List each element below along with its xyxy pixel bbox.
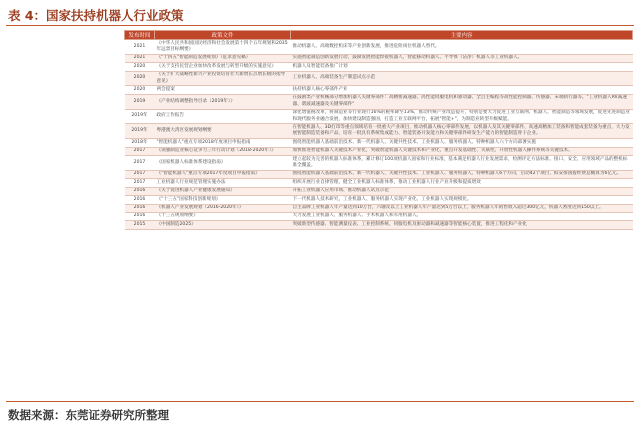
content-cell: 扶持机器人核心零部件产业 (291, 86, 633, 94)
doc-cell: 《关于支持民营企业加快改革发展与转型升级的实施意见》 (155, 63, 291, 71)
table-row (125, 187, 633, 195)
year-cell: 2019年 (125, 124, 155, 139)
content-cell: 开拓工业机器人应用市场、推动机器人试点示范 (291, 187, 633, 195)
title-row (8, 6, 184, 24)
table-row (125, 170, 633, 178)
doc-cell: 《"十三五"国家科技创新规划》 (155, 196, 291, 204)
year-cell: 2017 (125, 179, 155, 187)
doc-cell: 《产业结构调整指导目录（2019年）》 (155, 94, 291, 109)
table-title: 表 4：国家扶持机器人行业政策 (8, 8, 184, 23)
source-divider (6, 401, 634, 402)
content-cell: 在智能机器人、3D打印等重点领域培育一批重大产业项目，推动机器人核心零部件发展，以机器人及其关键零部件、高速高精加工装备和智能成套装备为重点，大力发展智能制造装备和产品，培育一批具有系统集成能力、智能装备开发能力和关键零部件研发生产能力的智能制造骨干企业。 (291, 124, 633, 139)
year-cell: 2019 (125, 94, 155, 109)
doc-cell: 《关于扩大战略性新兴产业投资培育壮大新增长点增长极的指导意见》 (155, 71, 291, 86)
content-cell: 推动机器人、高端数控机床等产业创新发展，推进危险岗位机器人替代。 (291, 40, 633, 55)
header-doc: 政策文件 (155, 31, 291, 40)
table-row (125, 86, 633, 94)
table-header-row (125, 31, 633, 40)
content-cell: 自主品牌工业机器人年产量达到10万台，六轴及以上工业机器人年产量达到5万台以上，服务机器人年销售收入超过300亿元，机器人密度达到150以上。 (291, 204, 633, 212)
table-body (125, 40, 633, 230)
content-cell: 在鼓励类产业机械部分增加机器人关键零部件：高精密减速器、高性能伺服电机和驱动器、全自主编程等高性能控制器、传感器、末端执行器等。"工业机器人RV减速器、谐波减速器及关键零部件" (291, 94, 633, 109)
doc-cell: 《"智能机器人"重点专项2017年度项目申报指南》 (155, 170, 291, 178)
content-cell: 下一代机器人技术研究，工业机器人、服务机器人实现产业化、工业机器人实现规模化。 (291, 196, 633, 204)
year-cell: 2016 (125, 212, 155, 220)
year-cell: 2017 (125, 147, 155, 155)
content-cell: 大力发展工业机器人、服务机器人、手术机器人和军用机器人。 (291, 212, 633, 220)
doc-cell: 《国家机器人标准体系建设指南》 (155, 156, 291, 171)
table-row (125, 179, 633, 187)
table-row (125, 204, 633, 212)
header-content: 主要内容 (291, 31, 633, 40)
year-cell: 2017 (125, 156, 155, 171)
year-cell: 2015 (125, 221, 155, 229)
doc-cell: 粤港澳大湾区发展规划纲要 (155, 124, 291, 139)
table-row (125, 109, 633, 124)
doc-cell: 《中国制造2025》 (155, 221, 291, 229)
doc-cell: 《"十四五"智能制造发展规划》（征求意见稿） (155, 54, 291, 62)
content-cell: 围绕智能机器人基础前沿技术、新一代机器人、关键共性技术、工业机器人、服务机器人、特种机器人六个方向部署实施 (291, 139, 633, 147)
policy-table (124, 30, 633, 230)
header-year: 发布时间 (125, 31, 155, 40)
year-cell: 2018年 (125, 139, 155, 147)
doc-cell: 《关于促进机器人产业健康发展通知》 (155, 187, 291, 195)
year-cell: 2020 (125, 86, 155, 94)
table-row (125, 156, 633, 171)
table-row (125, 139, 633, 147)
content-cell: 围绕智能机器人基础前沿技术、新一代机器人、关键共性技术、工业机器人、服务机器人、特种机器人6个方向，启动42个项目，拟安排国拨经费总概算为6亿元。 (291, 170, 633, 178)
content-cell: 深化增值税改革，将制造业等行业现行16%的税率降至13%，推动传统产业改造提升，特别是要大力促进工业互联网、机器人、智能制造等领域发展，促进先进制造业和现代服务业融合发展，加快建设制造强国，打造工业互联网平台，拓展"智能+"，为制造业转型升级赋能。 (291, 109, 633, 124)
doc-cell: 两会提案 (155, 86, 291, 94)
doc-cell: 《领强制造业核心竞争力三年行动计划（2018-2020年）》 (155, 147, 291, 155)
doc-cell: 《十三五规划纲要》 (155, 212, 291, 220)
table-row (125, 147, 633, 155)
doc-cell: 《中华人民共和国国民经济和社会发展第十四个五年规划和2035年远景目标纲要》 (155, 40, 291, 55)
source-note: 数据来源：东莞证券研究所整理 (8, 408, 169, 422)
year-cell: 2016 (125, 196, 155, 204)
table-row (125, 196, 633, 204)
content-cell: 组织开展行业自律管理，健全工业机器人标准体系，推动工业机器人行业产业升级和提质增效 (291, 179, 633, 187)
table-row (125, 40, 633, 55)
content-cell: 加快推进智能机器人关键技术产业化，突破智能机器人关键技术和产业化，重点开发基础性、关联性、开放性机器人操作系统等关键技术。 (291, 147, 633, 155)
table-row (125, 71, 633, 86)
year-cell: 2021 (125, 54, 155, 62)
table-row (125, 124, 633, 139)
doc-cell: "智能机器人"重点专项2018年度项目申报指南 (155, 139, 291, 147)
year-cell: 2019年 (125, 109, 155, 124)
year-cell: 2017 (125, 170, 155, 178)
year-cell: 2016 (125, 204, 155, 212)
table-row (125, 221, 633, 229)
title-divider (6, 25, 634, 26)
year-cell: 2020 (125, 71, 155, 86)
content-cell: 实施智能制造创新发展行动，鼓励发展智能焊接机器人、智能移动机器人、半导体（洁净）机器人等工业机器人。 (291, 54, 633, 62)
content-cell: 机器人及智能装备推广计划 (291, 63, 633, 71)
doc-cell: 政府工作报告 (155, 109, 291, 124)
table-row (125, 94, 633, 109)
doc-cell: 工业机器人行业规范管理实施办法 (155, 179, 291, 187)
table-row (125, 63, 633, 71)
table-row (125, 212, 633, 220)
year-cell: 2020 (125, 63, 155, 71)
content-cell: 建立起较为完善的机器人标准体系，累计修订100项机器人国家和行业标准，基本满足机器人行业发展需求，检测评定方法标准、接口、安全、应用领域产品的整机标准全覆盖。 (291, 156, 633, 171)
doc-cell: 《机器人产业发展规划（2016-2020年）》 (155, 204, 291, 212)
content-cell: 突破新型传感器、智能测量仪表、工业控制系统、伺服电机及驱动器和减速器等智能核心装置，推进工程化和产业化 (291, 221, 633, 229)
content-cell: 工业机器人、高端装备生产制造试点示范 (291, 71, 633, 86)
year-cell: 2016 (125, 187, 155, 195)
year-cell: 2021 (125, 40, 155, 55)
table-row (125, 54, 633, 62)
